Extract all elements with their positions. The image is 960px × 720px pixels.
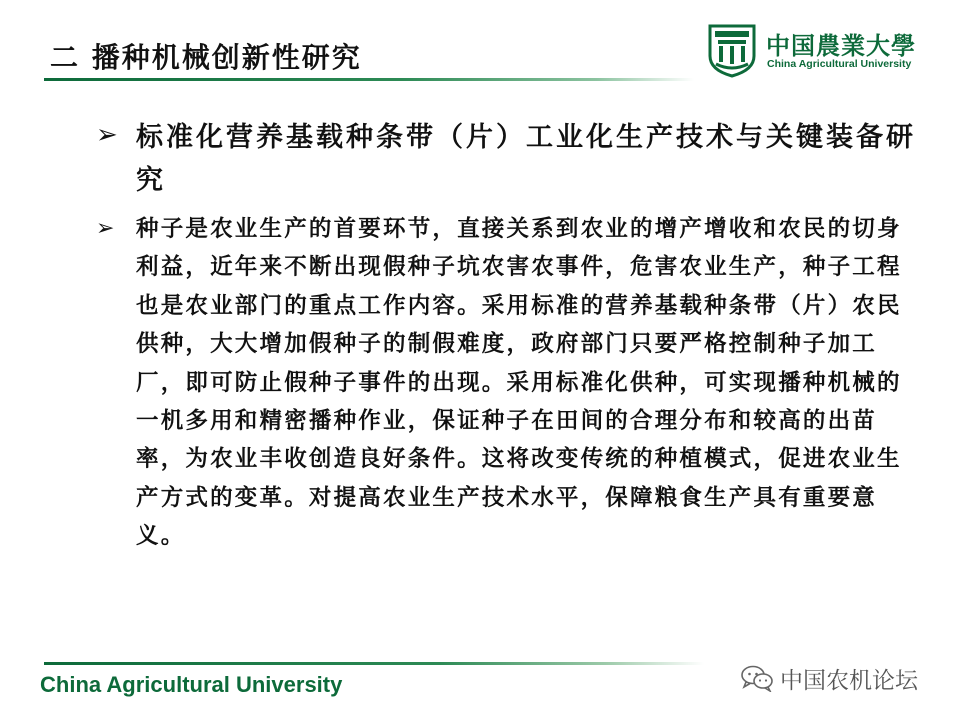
bullet-item	[96, 116, 916, 202]
wechat-icon	[740, 664, 774, 692]
bottom-divider	[44, 662, 704, 665]
university-name-english: China Agricultural University	[767, 58, 912, 70]
arrow-bullet-icon: ➢	[96, 216, 115, 241]
footer-university-name: China Agricultural University	[40, 672, 343, 697]
bullet-text: 标准化营养基载种条带（片）工业化生产技术与关键装备研究	[136, 122, 916, 196]
university-name-chinese: 中国農業大學	[766, 31, 916, 60]
university-emblem-icon	[706, 22, 758, 78]
slide-title: 二 播种机械创新性研究	[50, 41, 362, 74]
watermark	[740, 660, 918, 696]
bullet-item	[96, 210, 916, 556]
bullet-text: 种子是农业生产的首要环节，直接关系到农业的增产增收和农民的切身利益，近年来不断出现假种子坑农害农事件，危害农业生产，种子工程也是农业部门的重点工作内容。采用标准的营养基载种条带（片）农民供种，大大增加假种子的制假难度，政府部门只要严格控制种子加工厂，即可防止假种子事件的出现。采用标准化供种，可实现播种机械的一机多用和精密播种作业，保证种子在田间的合理分布和较高的出苗率，为农业丰收创造良好条件。这将改变传统的种植模式，促进农业生产方式的变革。对提高农业生产技术水平，保障粮食生产具有重要意义。	[136, 216, 902, 550]
top-divider	[44, 78, 694, 81]
watermark-label: 中国农机论坛	[780, 667, 918, 694]
arrow-bullet-icon: ➢	[96, 120, 118, 150]
university-logo	[706, 22, 916, 78]
